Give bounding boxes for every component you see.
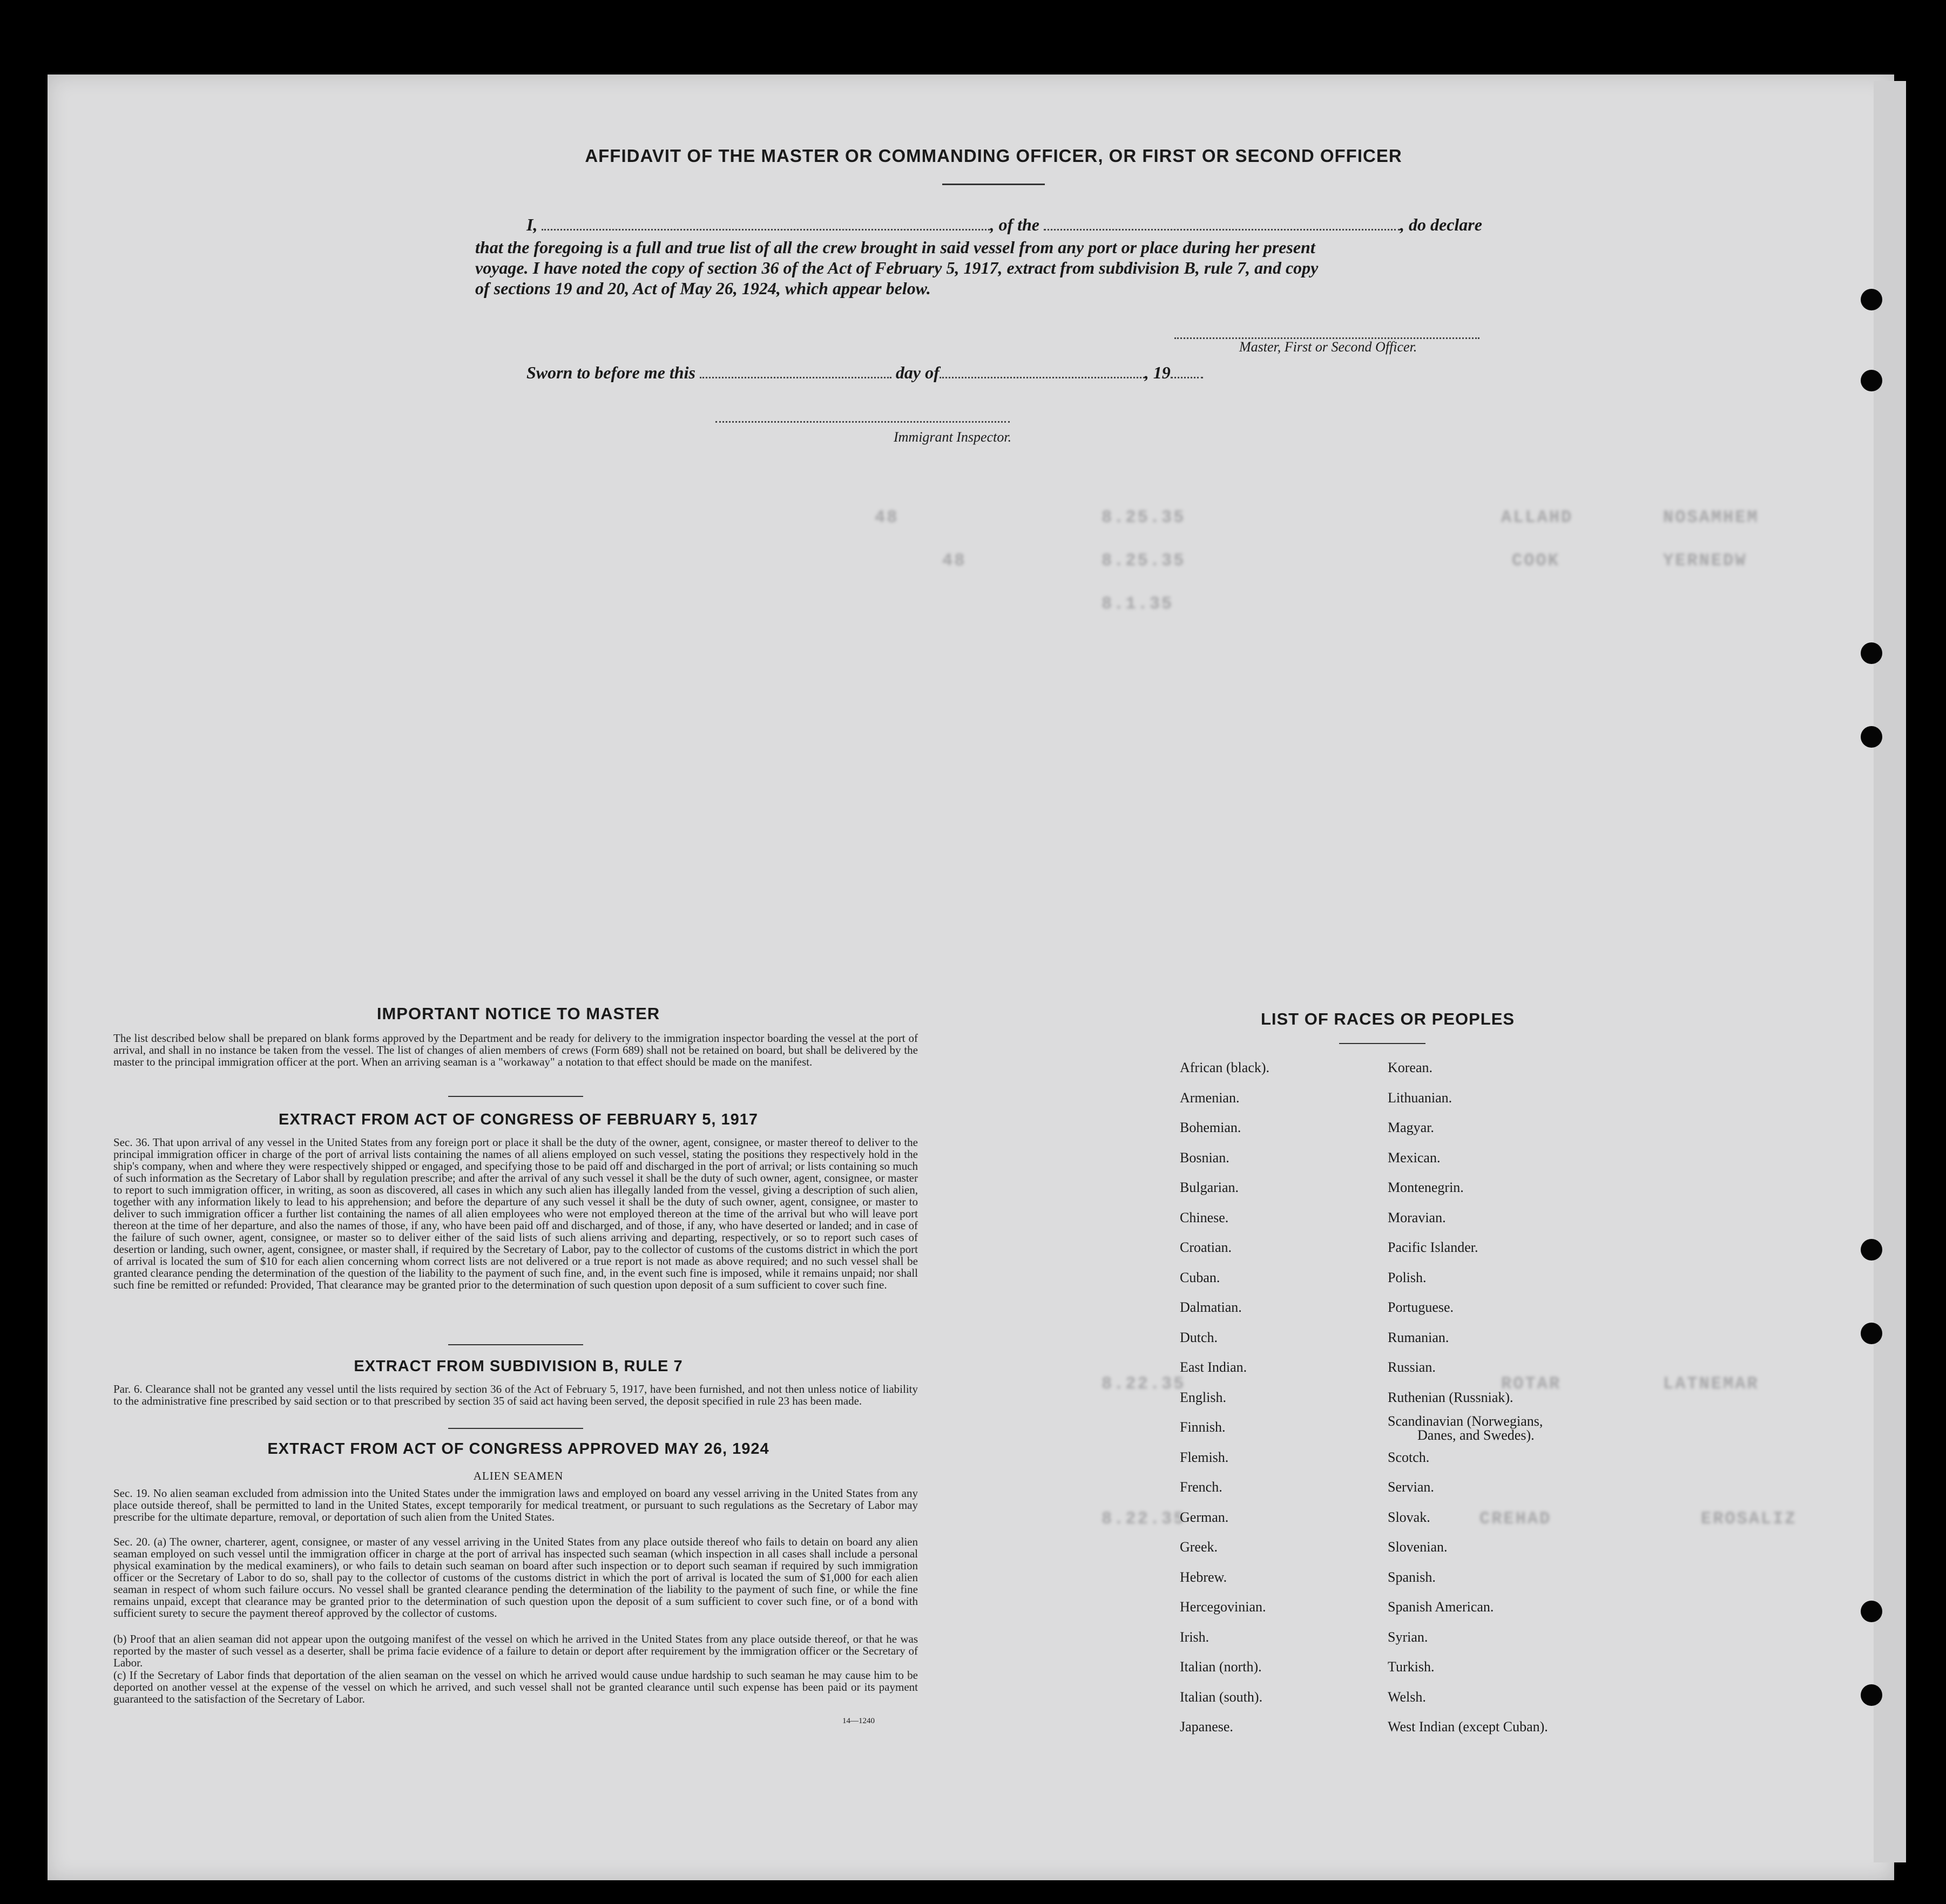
bleed-through-text: COOK xyxy=(1512,551,1560,571)
race-item: Lithuanian. xyxy=(1388,1089,1452,1106)
binder-hole xyxy=(1861,1323,1882,1344)
bleed-through-text: ALLAHD xyxy=(1501,507,1573,527)
race-item: Armenian. xyxy=(1180,1089,1240,1106)
race-item: Flemish. xyxy=(1180,1449,1229,1465)
race-item: Syrian. xyxy=(1388,1629,1428,1645)
race-item: Russian. xyxy=(1388,1359,1436,1375)
vessel-name-field[interactable] xyxy=(1044,229,1400,231)
title-divider xyxy=(942,184,1045,185)
rule7-body: Par. 6. Clearance shall not be granted any vessel until the lists required by section 36 of the Act of February 5, 1917, have been furnished, and not then unless notice of liability to the administrative fine prescribed by said section or to that prescribed by section 35 of said act having been served, the deposit specified in rule 23 has been made. xyxy=(113,1383,918,1407)
binder-hole xyxy=(1861,1239,1882,1261)
race-item: Spanish. xyxy=(1388,1569,1436,1585)
affidavit-line-2: that the foregoing is a full and true list of all the crew brought in said vessel from any port or place during her present xyxy=(475,238,1315,257)
race-item: Hebrew. xyxy=(1180,1569,1227,1585)
sheet-edge xyxy=(1874,81,1906,1862)
master-signature-line[interactable] xyxy=(1174,316,1479,339)
race-item: English. xyxy=(1180,1389,1226,1405)
extract-1924-subtitle: ALIEN SEAMEN xyxy=(473,1469,564,1482)
master-name-field[interactable] xyxy=(542,229,990,231)
race-item: Pacific Islander. xyxy=(1388,1239,1478,1255)
race-item: Cuban. xyxy=(1180,1269,1220,1285)
race-item: Irish. xyxy=(1180,1629,1210,1645)
binder-hole xyxy=(1861,289,1882,310)
race-item: Bosnian. xyxy=(1180,1149,1229,1166)
binder-hole xyxy=(1861,370,1882,391)
affidavit-line-4: of sections 19 and 20, Act of May 26, 1924, which appear below. xyxy=(475,279,931,298)
race-item: East Indian. xyxy=(1180,1359,1247,1375)
rule7-title: EXTRACT FROM SUBDIVISION B, RULE 7 xyxy=(354,1358,683,1375)
bleed-through-text: 8.22.35 xyxy=(1102,1509,1186,1529)
race-item: Hercegovinian. xyxy=(1180,1599,1266,1615)
bleed-through-text: YERNEDW xyxy=(1663,551,1747,571)
race-item: Dutch. xyxy=(1180,1329,1218,1345)
affidavit-title: AFFIDAVIT OF THE MASTER OR COMMANDING OFFICER, OR FIRST OR SECOND OFFICER xyxy=(585,146,1402,166)
race-item: Finnish. xyxy=(1180,1419,1226,1435)
race-item: African (black). xyxy=(1180,1060,1270,1075)
binder-hole xyxy=(1861,1601,1882,1622)
binder-hole xyxy=(1861,1684,1882,1706)
race-item: Portuguese. xyxy=(1388,1299,1454,1315)
race-item: Greek. xyxy=(1180,1539,1218,1555)
race-item: Montenegrin. xyxy=(1388,1180,1464,1195)
affidavit-of-the: , of the xyxy=(990,215,1039,234)
notice-title: IMPORTANT NOTICE TO MASTER xyxy=(376,1004,660,1023)
race-item: Rumanian. xyxy=(1388,1329,1449,1345)
affidavit-line-3: voyage. I have noted the copy of section 36 of the Act of February 5, 1917, extract from subdivision B, rule 7, and copy xyxy=(475,258,1319,277)
bleed-through-text: 48 xyxy=(875,507,899,527)
master-signature-caption: Master, First or Second Officer. xyxy=(1239,339,1417,355)
race-item: West Indian (except Cuban). xyxy=(1388,1719,1548,1734)
extract-1917-title: EXTRACT FROM ACT OF CONGRESS OF FEBRUARY 5, 1917 xyxy=(278,1111,759,1128)
race-item: Italian (south). xyxy=(1180,1689,1263,1705)
races-right-column xyxy=(1388,1053,1548,1742)
sworn-year: , 19 xyxy=(1144,363,1171,382)
form-number: 14—1240 xyxy=(842,1717,875,1725)
section-divider xyxy=(448,1428,583,1429)
bleed-through-text: EROSALIZ xyxy=(1701,1509,1797,1529)
race-item: Moravian. xyxy=(1388,1209,1446,1225)
race-item: Bohemian. xyxy=(1180,1120,1241,1135)
race-item: Ruthenian (Russniak). xyxy=(1388,1389,1513,1405)
binder-hole xyxy=(1861,726,1882,748)
race-item: Chinese. xyxy=(1180,1209,1229,1225)
race-item: Slovenian. xyxy=(1388,1539,1448,1555)
races-title: LIST OF RACES OR PEOPLES xyxy=(1260,1009,1515,1028)
section-divider xyxy=(448,1344,583,1345)
sworn-month-field[interactable] xyxy=(940,377,1145,378)
race-item: Polish. xyxy=(1388,1269,1427,1285)
race-item: Japanese. xyxy=(1180,1719,1233,1734)
bleed-through-text: CREHAD xyxy=(1479,1509,1552,1529)
sworn-day-of: day of xyxy=(895,363,940,382)
section-divider xyxy=(448,1096,583,1097)
race-item: Servian. xyxy=(1388,1479,1434,1495)
bleed-through-text: 8.25.35 xyxy=(1102,551,1186,571)
binder-hole xyxy=(1861,642,1882,664)
extract-1924-sec19: Sec. 19. No alien seaman excluded from admission into the United States under the immigration laws and employed on board any vessel arriving in the United States from any place outside thereof, shall be permitted to land in the United States, except temporarily for medical treatment, or pursuant to such regulations as the Secretary of Labor may prescribe for the ultimate departure, removal, or deportation of such alien from the United States. xyxy=(113,1487,918,1523)
race-item: Italian (north). xyxy=(1180,1659,1262,1675)
affidavit-i: I, xyxy=(526,215,538,234)
race-item: German. xyxy=(1180,1509,1229,1525)
sworn-day-field[interactable] xyxy=(700,377,891,378)
bleed-through-text: 8.22.35 xyxy=(1102,1374,1186,1394)
notice-body: The list described below shall be prepared on blank forms approved by the Department and be ready for delivery to the immigration inspector boarding the vessel at the port of arrival, and shall in no instance be taken from the vessel. The list of changes of alien members of crews (Form 689) shall not be retained on board, but shall be delivered by the master to the principal immigration officer at the port. When an arriving seaman is a "workaway" a notation to that effect should be made on the manifest. xyxy=(113,1032,918,1068)
extract-1917-body: Sec. 36. That upon arrival of any vessel in the United States from any foreign port or place it shall be the duty of the owner, agent, consignee, or master thereof to deliver to the principal immigration officer in charge of the port of arrival lists containing the names of all aliens employed on such vessel, stating the positions they respectively hold in the ship's company, when and where they were respectively shipped or engaged, and specifying those to be paid off and discharged in the port of arrival; or lists containing so much of such information as the Secretary of Labor shall by regulation prescribe; and after the arrival of any such vessel it shall be the duty of such owner, agent, consignee, or master to report to such immigration officer, in writing, as soon as discovered, all cases in which any such alien has illegally landed from the vessel, giving a description of such alien, together with any information likely to lead to his apprehension; and before the departure of any such vessel it shall be the duty of such owner, agent, consignee, or master to deliver to such immigration officer a further list containing the names of all alien employees who were not employed thereon at the time of the arrival but who will leave port thereon at the time of her departure, and also the names of those, if any, who have been paid off and discharged, and of those, if any, who have deserted or landed; and in case of the failure of such owner, agent, consignee, or master so to deliver either of the said lists of such aliens arriving and departing, respectively, or so to report such cases of desertion or landing, such owner, agent, consignee, or master shall, if required by the Secretary of Labor, pay to the collector of customs of the customs district in which the port of arrival is located the sum of $10 for each alien concerning whom correct lists are not delivered or a true report is not made as above required; and no such vessel shall be granted clearance pending the determination of the question of the liability to the payment of such fine, and, in the event such fine is imposed, while it remains unpaid; nor shall such fine be remitted or refunded: Provided, That clearance may be granted prior to the determination of such question upon deposit of a sum sufficient to cover such fine. xyxy=(113,1136,918,1291)
race-item: Bulgarian. xyxy=(1180,1180,1239,1195)
affidavit-declare: , do declare xyxy=(1400,215,1482,234)
race-item: Scandinavian (Norwegians, xyxy=(1388,1413,1543,1429)
race-item: Korean. xyxy=(1388,1060,1433,1075)
race-item: Slovak. xyxy=(1388,1509,1430,1525)
race-item: Magyar. xyxy=(1388,1120,1434,1135)
bleed-through-text: NOSAMHEM xyxy=(1663,507,1759,527)
sworn-prefix: Sworn to before me this xyxy=(526,363,695,382)
extract-1924-sec20c: (c) If the Secretary of Labor finds that deportation of the alien seaman on the vessel on which he arrived would cause undue hardship to such seaman he may cause him to be deported on another vessel at the expense of the vessel on which he arrived, and such vessel shall not be granted clearance until such expense has been paid or its payment guaranteed to the satisfaction of the Secretary of Labor. xyxy=(113,1669,918,1705)
race-item-continuation: Danes, and Swedes). xyxy=(1417,1427,1535,1443)
bleed-through-text: 8.1.35 xyxy=(1102,594,1174,614)
inspector-signature-line[interactable] xyxy=(715,399,1010,423)
bleed-through-text: 8.25.35 xyxy=(1102,507,1186,527)
race-item: Croatian. xyxy=(1180,1239,1232,1255)
race-item: Welsh. xyxy=(1388,1689,1426,1705)
extract-1924-sec20a: Sec. 20. (a) The owner, charterer, agent, consignee, or master of any vessel arriving in the United States from any place outside thereof who fails to detain on board any alien seaman employed on such vessel until the immigration officer in charge at the port of arrival has inspected such seaman (which inspection in all cases shall include a personal physical examination by the medical examiners), or who fails to detain such seaman on board after such inspection or to deport such seaman if required by such immigration officer or the Secretary of Labor to do so, shall pay to the collector of customs of the customs district in which the port of arrival is located the sum of $1,000 for each alien seaman in respect of whom such failure occurs. No vessel shall be granted clearance pending the determination of the liability to the payment of such fine, or while the fine remains unpaid, except that clearance may be granted prior to the determination of such question upon the deposit of a sum sufficient to cover such fine, or of a bond with sufficient surety to secure the payment thereof approved by the collector of customs. xyxy=(113,1535,918,1620)
bleed-through-text: LATNEMAR xyxy=(1663,1374,1759,1394)
sworn-year-field[interactable] xyxy=(1171,377,1203,378)
bleed-through-text: ROTAR xyxy=(1501,1374,1562,1394)
race-item: Scotch. xyxy=(1388,1449,1430,1465)
inspector-caption: Immigrant Inspector. xyxy=(894,429,1012,445)
races-left-column xyxy=(1180,1053,1269,1742)
bleed-through-text: 48 xyxy=(942,551,967,571)
race-item: Dalmatian. xyxy=(1180,1299,1242,1315)
affidavit-line-1 xyxy=(526,215,1482,235)
extract-1924-title: EXTRACT FROM ACT OF CONGRESS APPROVED MAY 26, 1924 xyxy=(267,1440,769,1458)
races-divider xyxy=(1339,1043,1425,1044)
extract-1924-sec20b: (b) Proof that an alien seaman did not appear upon the outgoing manifest of the vessel on which he arrived in the United States from any place outside thereof, or that he was reported by the master of such vessel as a deserter, shall be prima facie evidence of a failure to detain or deport after requirement by the immigration officer or the Secretary of Labor. xyxy=(113,1632,918,1669)
race-item: Spanish American. xyxy=(1388,1599,1494,1615)
race-item: Mexican. xyxy=(1388,1149,1441,1166)
race-item: Turkish. xyxy=(1388,1659,1435,1675)
sworn-line xyxy=(526,363,1203,383)
race-item: French. xyxy=(1180,1479,1222,1495)
